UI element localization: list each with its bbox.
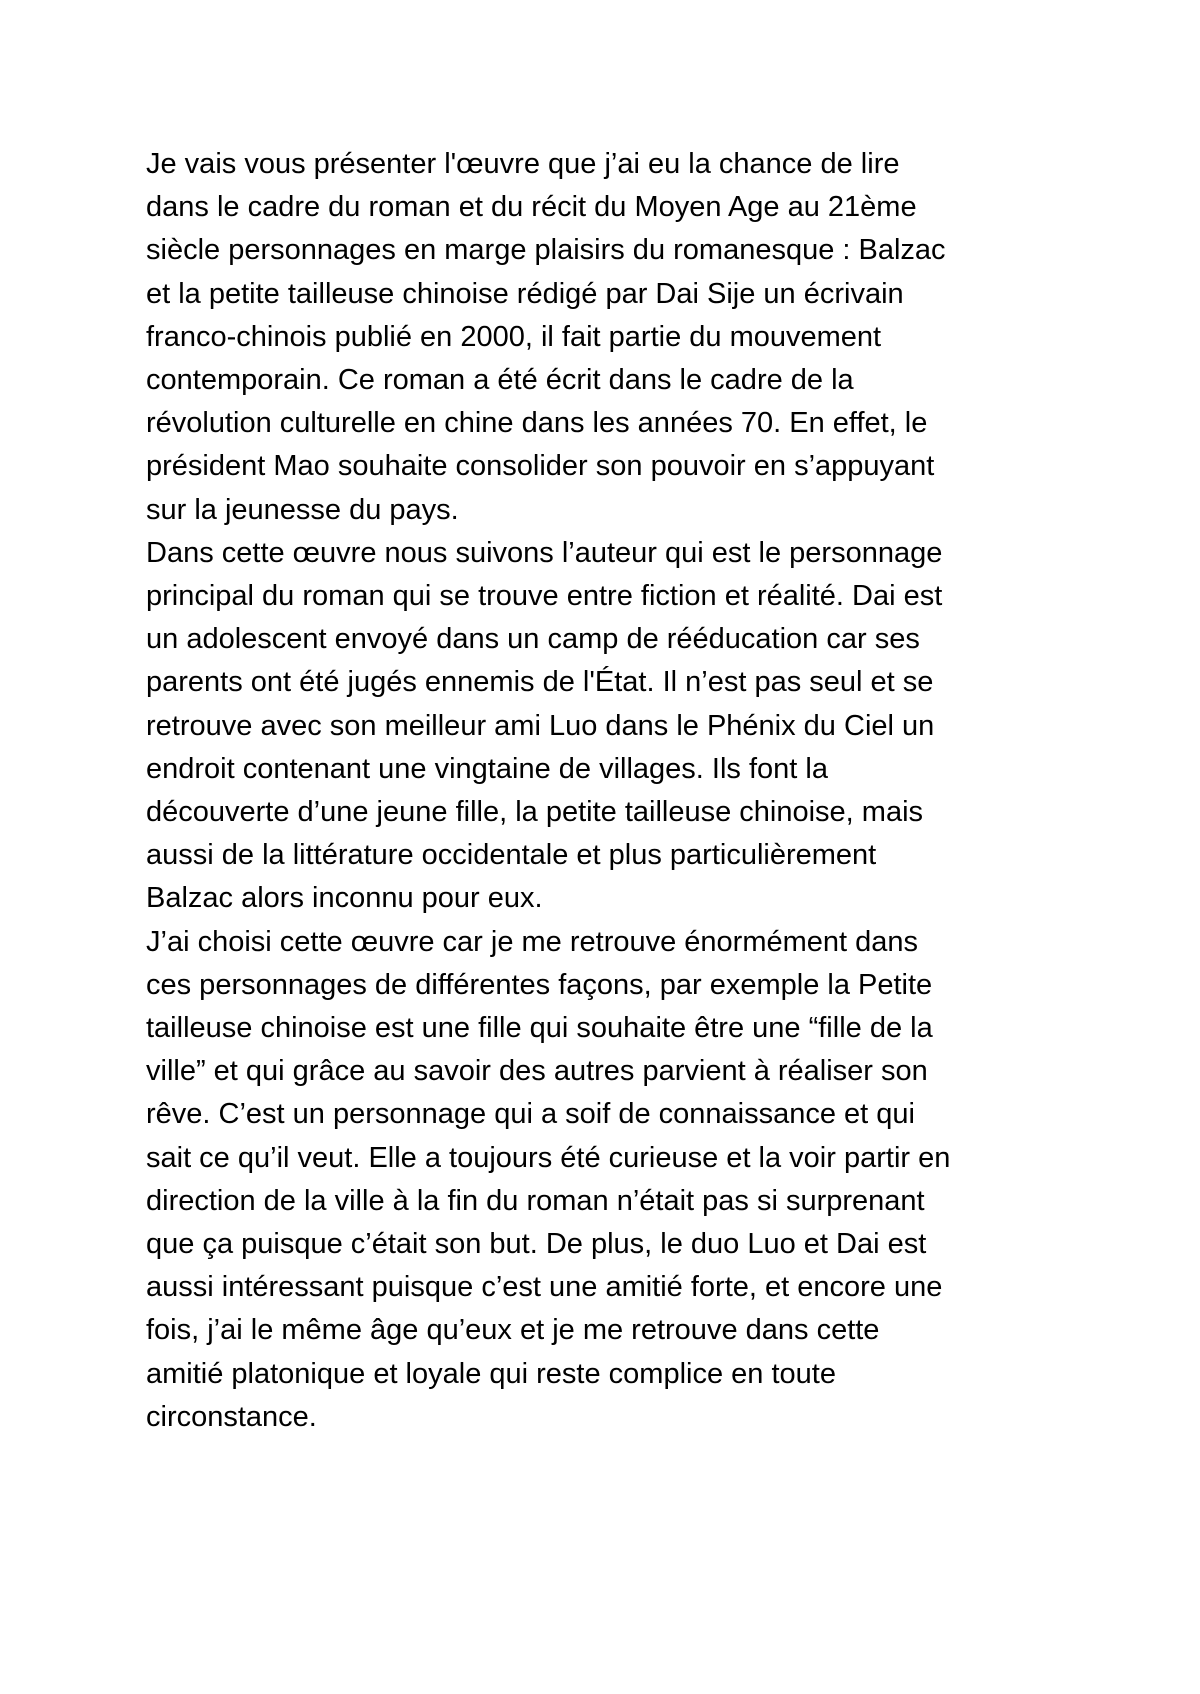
text-line: J’ai choisi cette œuvre car je me retrouve énormément dans (146, 925, 919, 958)
text-line: aussi intéressant puisque c’est une amitié forte, et encore une (146, 1271, 943, 1304)
text-line: retrouve avec son meilleur ami Luo dans le Phénix du Ciel un (146, 709, 935, 742)
paragraph-2 (146, 532, 1081, 921)
text-line: et la petite tailleuse chinoise rédigé par Dai Sije un écrivain (146, 277, 904, 310)
text-line: amitié platonique et loyale qui reste complice en toute (146, 1357, 836, 1390)
text-line: siècle personnages en marge plaisirs du romanesque : Balzac (146, 234, 946, 267)
text-line: Balzac alors inconnu pour eux. (146, 882, 543, 915)
text-line: contemporain. Ce roman a été écrit dans le cadre de la (146, 364, 854, 397)
text-line: endroit contenant une vingtaine de villages. Ils font la (146, 752, 828, 785)
text-line: sait ce qu’il veut. Elle a toujours été curieuse et la voir partir en (146, 1141, 951, 1174)
text-line: ville” et qui grâce au savoir des autres parvient à réaliser son (146, 1055, 928, 1088)
text-line: parents ont été jugés ennemis de l'État. Il n’est pas seul et se (146, 666, 934, 699)
text-line: un adolescent envoyé dans un camp de rééducation car ses (146, 623, 920, 656)
paragraph-1 (146, 143, 1081, 532)
paragraph-3 (146, 921, 1081, 1439)
document-body (146, 143, 1081, 1439)
text-line: Dans cette œuvre nous suivons l’auteur qui est le personnage (146, 536, 943, 569)
text-line: aussi de la littérature occidentale et plus particulièrement (146, 839, 877, 872)
text-line: que ça puisque c’était son but. De plus, le duo Luo et Dai est (146, 1228, 927, 1261)
text-line: franco-chinois publié en 2000, il fait partie du mouvement (146, 320, 882, 353)
text-line: tailleuse chinoise est une fille qui souhaite être une “fille de la (146, 1012, 933, 1045)
text-line: rêve. C’est un personnage qui a soif de connaissance et qui (146, 1098, 915, 1131)
text-line: révolution culturelle en chine dans les années 70. En effet, le (146, 407, 928, 440)
text-line: sur la jeunesse du pays. (146, 493, 459, 526)
text-line: président Mao souhaite consolider son pouvoir en s’appuyant (146, 450, 935, 483)
text-line: dans le cadre du roman et du récit du Moyen Age au 21ème (146, 191, 917, 224)
text-line: Je vais vous présenter l'œuvre que j’ai eu la chance de lire (146, 148, 900, 180)
text-line: principal du roman qui se trouve entre fiction et réalité. Dai est (146, 580, 943, 613)
text-line: direction de la ville à la fin du roman n’était pas si surprenant (146, 1184, 925, 1217)
text-line: découverte d’une jeune fille, la petite tailleuse chinoise, mais (146, 796, 924, 829)
text-line: circonstance. (146, 1400, 317, 1433)
text-line: fois, j’ai le même âge qu’eux et je me retrouve dans cette (146, 1314, 880, 1347)
text-line: ces personnages de différentes façons, par exemple la Petite (146, 968, 933, 1001)
